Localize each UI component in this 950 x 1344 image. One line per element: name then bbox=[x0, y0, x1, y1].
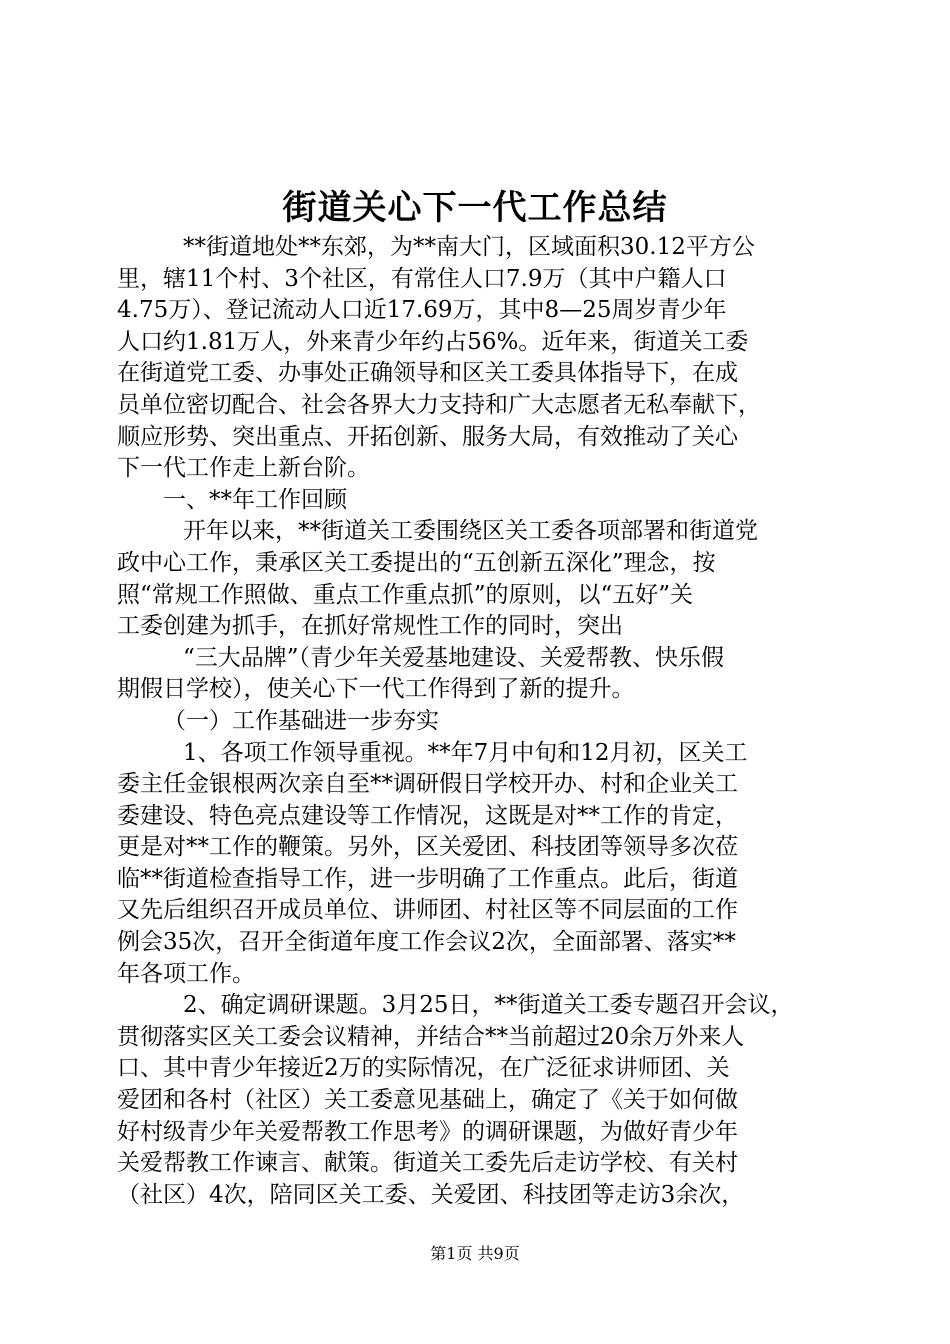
text-line: 政中心工作，秉承区关工委提出的“五创新五深化”理念，按 bbox=[117, 549, 716, 576]
text-line: **街道地处**东郊，为**南大门，区域面积30.12平方公 bbox=[183, 234, 755, 260]
text-line: 爱团和各村（社区）关工委意见基础上，确定了《关于如何做 bbox=[117, 1087, 738, 1114]
page-number-footer: 第1页 共9页 bbox=[430, 1244, 520, 1263]
text-line: 好村级青少年关爱帮教工作思考》的调研课题，为做好青少年 bbox=[117, 1118, 738, 1145]
text-line: 委主任金银根两次亲自至**调研假日学校开办、村和企业关工 bbox=[117, 771, 738, 798]
text-line: 顺应形势、突出重点、开拓创新、服务大局，有效推动了关心 bbox=[117, 423, 738, 450]
text-line: 口、其中青少年接近2万的实际情况，在广泛征求讲师团、关 bbox=[117, 1055, 730, 1082]
text-line: 人口约1.81万人，外来青少年约占56%。近年来，街道关工委 bbox=[117, 328, 749, 355]
text-line: 开年以来，**街道关工委围绕区关工委各项部署和街道党 bbox=[183, 518, 758, 545]
text-line: 照“常规工作照做、重点工作重点抓”的原则，以“五好”关 bbox=[117, 581, 694, 608]
text-line: “三大品牌”（青少年关爱基地建设、关爱帮教、快乐假 bbox=[183, 644, 725, 671]
text-line: 期假日学校），使关心下一代工作得到了新的提升。 bbox=[117, 676, 635, 703]
text-line: 临**街道检查指导工作，进一步明确了工作重点。此后，街道 bbox=[117, 865, 738, 892]
text-line: 更是对**工作的鞭策。另外，区关爱团、科技团等领导多次莅 bbox=[117, 834, 738, 861]
text-line: 1、各项工作领导重视。**年7月中旬和12月初，区关工 bbox=[183, 739, 748, 766]
text-line: 在街道党工委、办事处正确领导和区关工委具体指导下，在成 bbox=[117, 360, 738, 387]
text-line: 委建设、特色亮点建设等工作情况，这既是对**工作的肯定， bbox=[117, 802, 738, 829]
subsection-heading: （一）工作基础进一步夯实 bbox=[163, 707, 439, 734]
text-line: 工委创建为抓手，在抓好常规性工作的同时，突出 bbox=[117, 613, 623, 640]
text-line: 里，辖11个村、3个社区，有常住人口7.9万（其中户籍人口 bbox=[117, 265, 727, 292]
text-line: 2、确定调研课题。3月25日，**街道关工委专题召开会议， bbox=[183, 992, 794, 1019]
section-heading: 一、**年工作回顾 bbox=[163, 486, 347, 513]
text-line: 又先后组织召开成员单位、讲师团、村社区等不同层面的工作 bbox=[117, 897, 738, 924]
text-line: 4.75万）、登记流动人口近17.69万，其中8—25周岁青少年 bbox=[117, 297, 727, 324]
text-line: （社区）4次，陪同区关工委、关爱团、科技团等走访3余次， bbox=[117, 1181, 745, 1208]
text-line: 下一代工作走上新台阶。 bbox=[117, 455, 370, 482]
text-line: 例会35次，召开全街道年度工作会议2次，全面部署、落实** bbox=[117, 929, 736, 956]
text-line: 关爱帮教工作谏言、献策。街道关工委先后走访学校、有关村 bbox=[117, 1150, 738, 1177]
text-line: 贯彻落实区关工委会议精神，并结合**当前超过20余万外来人 bbox=[117, 1023, 745, 1050]
text-line: 年各项工作。 bbox=[117, 960, 255, 987]
document-title: 街道关心下一代工作总结 bbox=[282, 188, 668, 228]
text-line: 员单位密切配合、社会各界大力支持和广大志愿者无私奉献下， bbox=[117, 391, 761, 418]
document-body bbox=[117, 232, 835, 1211]
